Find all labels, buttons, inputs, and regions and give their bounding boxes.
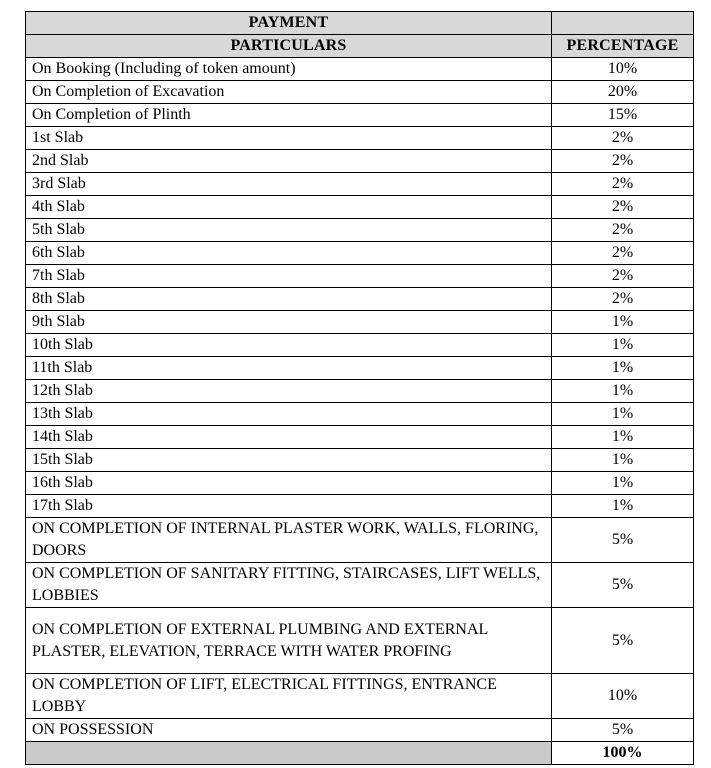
particular-cell: ON COMPLETION OF INTERNAL PLASTER WORK, WALLS, FLORING, DOORS [26,518,552,563]
percentage-cell: 1% [552,426,694,449]
percentage-cell: 5% [552,563,694,608]
table-row [26,357,694,380]
percentage-cell: 1% [552,311,694,334]
particular-cell: 17th Slab [26,495,552,518]
particular-cell: 13th Slab [26,403,552,426]
particular-cell: 11th Slab [26,357,552,380]
percentage-cell: 2% [552,265,694,288]
table-row [26,219,694,242]
percentage-cell: 15% [552,104,694,127]
percentage-cell: 1% [552,334,694,357]
table-row [26,719,694,742]
table-row [26,563,694,608]
percentage-cell: 10% [552,58,694,81]
table-row [26,426,694,449]
particular-cell: On Completion of Excavation [26,81,552,104]
particular-cell: 9th Slab [26,311,552,334]
table-row [26,403,694,426]
percentage-cell: 5% [552,608,694,674]
particular-cell: 10th Slab [26,334,552,357]
table-row [26,608,694,674]
percentage-cell: 2% [552,288,694,311]
particular-cell: 15th Slab [26,449,552,472]
table-row [26,242,694,265]
percentage-cell: 2% [552,173,694,196]
particular-cell: 16th Slab [26,472,552,495]
particular-cell: 1st Slab [26,127,552,150]
particular-cell: ON POSSESSION [26,719,552,742]
particular-cell: 14th Slab [26,426,552,449]
total-row [26,742,694,765]
particular-cell: On Completion of Plinth [26,104,552,127]
title-row [26,12,694,35]
table-row [26,288,694,311]
percentage-cell: 1% [552,403,694,426]
particular-cell: 3rd Slab [26,173,552,196]
table-row [26,311,694,334]
table-row [26,265,694,288]
table-row [26,150,694,173]
particular-cell: 8th Slab [26,288,552,311]
percentage-cell: 1% [552,380,694,403]
percentage-cell: 1% [552,357,694,380]
particular-cell: On Booking (Including of token amount) [26,58,552,81]
particulars-header: PARTICULARS [26,35,552,58]
percentage-cell: 10% [552,674,694,719]
percentage-cell: 2% [552,127,694,150]
table-row [26,196,694,219]
table-row [26,334,694,357]
particular-cell: ON COMPLETION OF LIFT, ELECTRICAL FITTINGS, ENTRANCE LOBBY [26,674,552,719]
table-row [26,58,694,81]
percentage-cell: 2% [552,150,694,173]
particular-cell: 12th Slab [26,380,552,403]
particular-cell: ON COMPLETION OF SANITARY FITTING, STAIRCASES, LIFT WELLS, LOBBIES [26,563,552,608]
total-label-cell [26,742,552,765]
particular-cell: 5th Slab [26,219,552,242]
table-row [26,380,694,403]
table-row [26,104,694,127]
percentage-cell: 20% [552,81,694,104]
percentage-cell: 5% [552,719,694,742]
percentage-cell: 1% [552,449,694,472]
table-row [26,495,694,518]
table-row [26,449,694,472]
percentage-cell: 1% [552,472,694,495]
payment-schedule-table [25,11,694,765]
column-header-row [26,35,694,58]
percentage-cell: 2% [552,219,694,242]
particular-cell: ON COMPLETION OF EXTERNAL PLUMBING AND EXTERNAL PLASTER, ELEVATION, TERRACE WITH WATER PROFING [26,608,552,674]
percentage-cell: 2% [552,196,694,219]
table-row [26,472,694,495]
table-row [26,518,694,563]
table-row [26,173,694,196]
particular-cell: 6th Slab [26,242,552,265]
percentage-cell: 1% [552,495,694,518]
particular-cell: 7th Slab [26,265,552,288]
percentage-cell: 5% [552,518,694,563]
table-row [26,81,694,104]
payment-title-cell: PAYMENT [26,12,552,35]
table-row [26,674,694,719]
percentage-cell: 2% [552,242,694,265]
payment-title-empty-cell [552,12,694,35]
total-percentage-cell: 100% [552,742,694,765]
particular-cell: 2nd Slab [26,150,552,173]
table-row [26,127,694,150]
particular-cell: 4th Slab [26,196,552,219]
percentage-header: PERCENTAGE [552,35,694,58]
